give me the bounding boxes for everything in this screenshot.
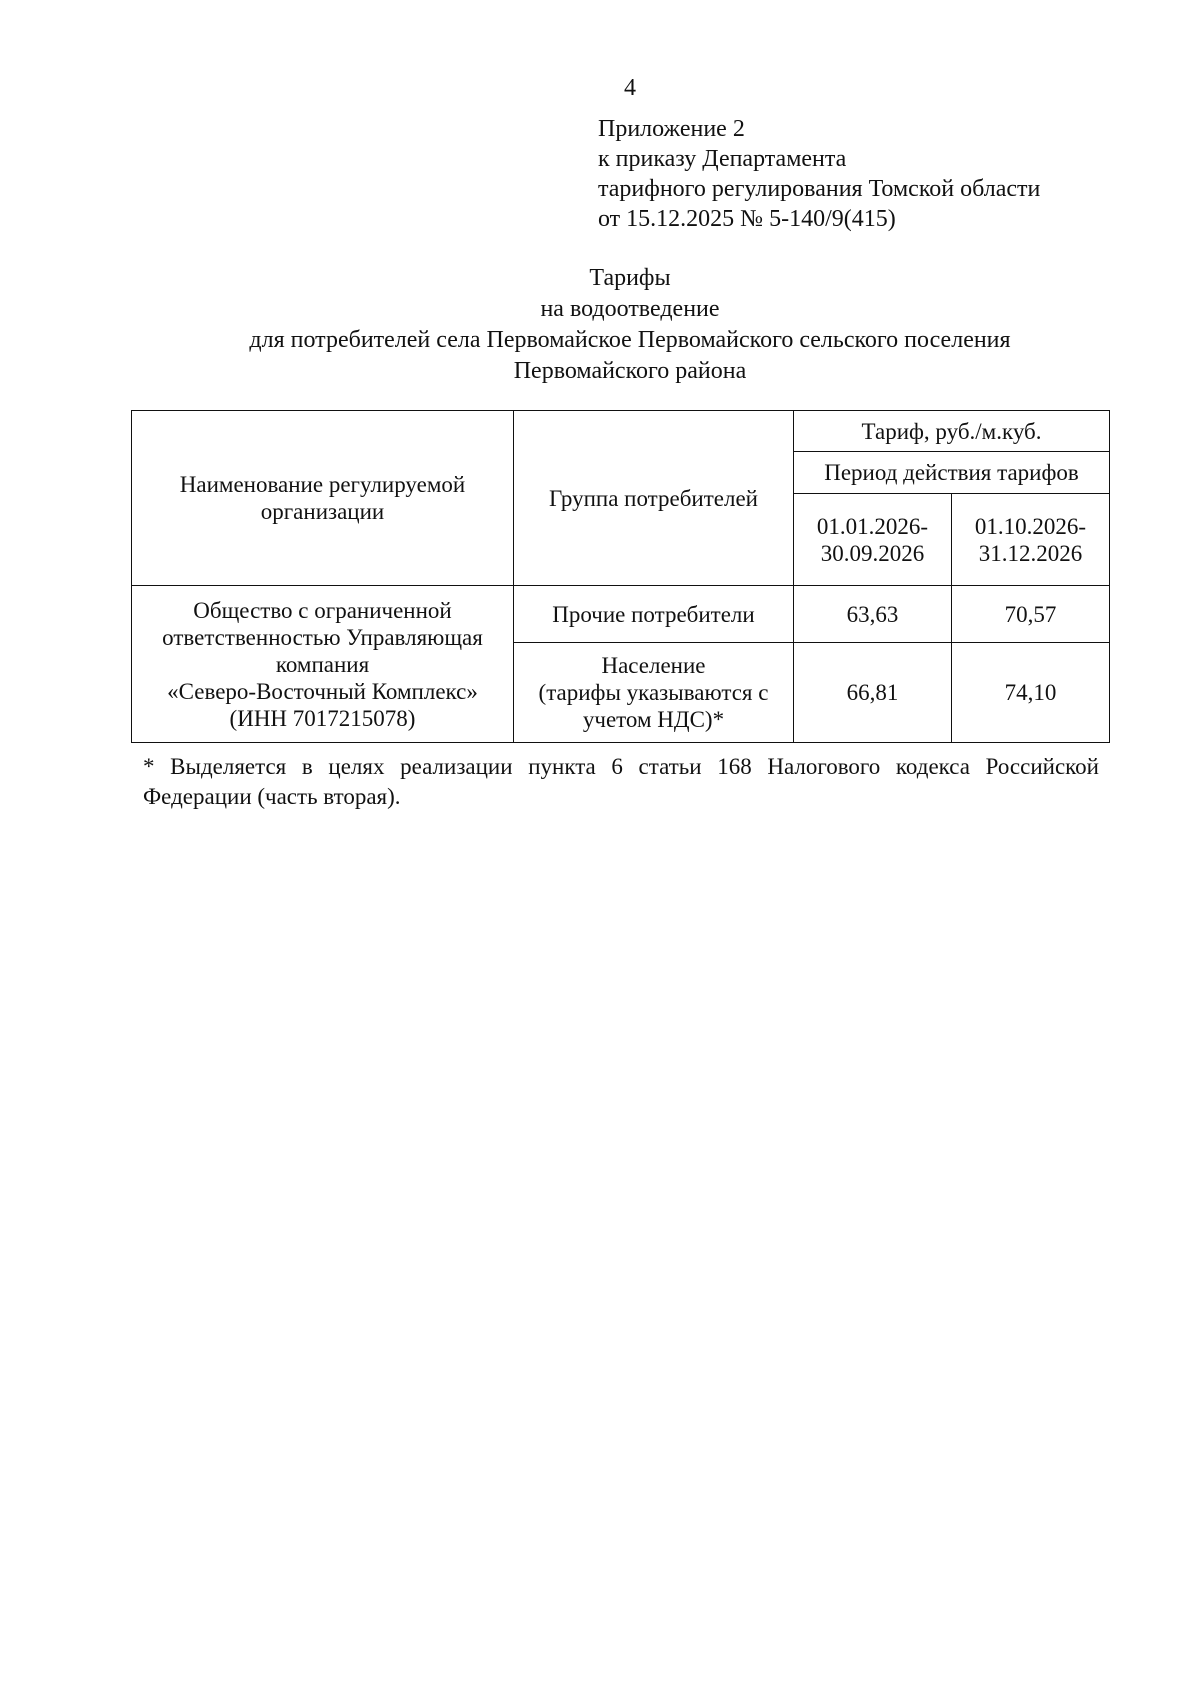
appendix-line: Приложение 2 [598,116,745,142]
header-period-1: 01.01.2026- 30.09.2026 [794,494,952,586]
tariff-value: 66,81 [794,643,952,743]
title-line: на водоотведение [540,296,720,322]
tariff-table [131,410,1110,743]
appendix-reference [598,114,1040,234]
page-number: 4 [624,75,636,101]
organization-name: Общество с ограниченной ответственностью Управляющая компания «Северо-Восточный Комплекс» (ИНН 7017215078) [132,586,514,743]
tariff-value: 63,63 [794,586,952,643]
header-tariff: Тариф, руб./м.куб. [794,411,1110,452]
header-consumer-group: Группа потребителей [514,411,794,586]
appendix-line: к приказу Департамента [598,146,847,172]
footnote: * Выделяется в целях реализации пункта 6 статьи 168 Налогового кодекса Российской Федерации (часть вторая). [143,754,1099,809]
consumer-group-population: Население (тарифы указываются с учетом НДС)* [514,643,794,743]
document-title [130,263,1130,387]
header-organization: Наименование регулируемой организации [132,411,514,586]
table-row [132,586,1110,643]
title-line: Тарифы [589,265,671,291]
header-period: Период действия тарифов [794,452,1110,494]
title-line: для потребителей села Первомайское Первомайского сельского поселения [249,327,1011,353]
appendix-line: от 15.12.2025 № 5-140/9(415) [598,206,896,232]
consumer-group-other: Прочие потребители [514,586,794,643]
tariff-value: 74,10 [952,643,1110,743]
title-line: Первомайского района [513,358,747,384]
tariff-value: 70,57 [952,586,1110,643]
header-period-2: 01.10.2026- 31.12.2026 [952,494,1110,586]
appendix-line: тарифного регулирования Томской области [598,176,1041,202]
